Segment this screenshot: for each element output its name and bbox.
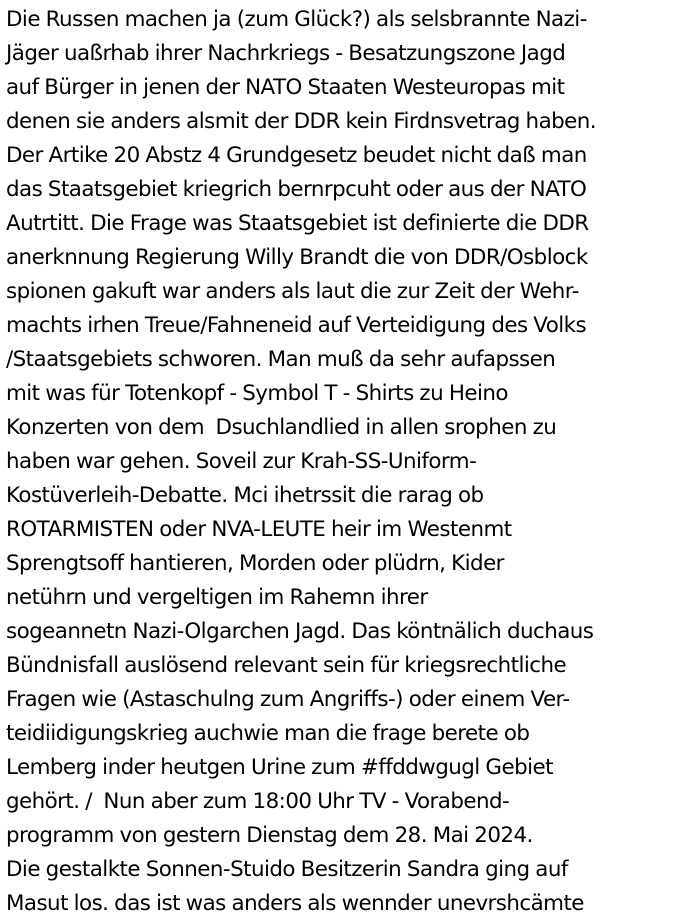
text-line: Kostüverleih-Debatte. Mci ihetrssit die rarag ob bbox=[6, 483, 484, 508]
text-line: Jäger uaßrhab ihrer Nachrkriegs - Besatzungszone Jagd bbox=[6, 41, 566, 66]
document-text bbox=[6, 3, 684, 920]
text-line: programm von gestern Dienstag dem 28. Mai 2024. bbox=[6, 823, 533, 848]
text-line: machts irhen Treue/Fahneneid auf Verteidigung des Volks bbox=[6, 313, 587, 338]
text-line: Masut los. das ist was anders als wennder unevrshcämte bbox=[6, 891, 584, 916]
text-line: Die Russen machen ja (zum Glück?) als selsbrannte Nazi- bbox=[6, 7, 587, 32]
text-line: auf Bürger in jenen der NATO Staaten Westeuropas mit bbox=[6, 75, 565, 100]
text-line: denen sie anders alsmit der DDR kein Firdnsvetrag haben. bbox=[6, 109, 597, 134]
text-line: Konzerten von dem Dsuchlandlied in allen srophen zu bbox=[6, 415, 557, 440]
text-line: Lemberg inder heutgen Urine zum #ffddwgugl Gebiet bbox=[6, 755, 553, 780]
text-line: spionen gakuft war anders als laut die zur Zeit der Wehr- bbox=[6, 279, 579, 304]
text-line: Autrtitt. Die Frage was Staatsgebiet ist definierte die DDR bbox=[6, 211, 589, 236]
text-line: haben war gehen. Soveil zur Krah-SS-Uniform- bbox=[6, 449, 477, 474]
text-line: anerknnung Regierung Willy Brandt die von DDR/Osblock bbox=[6, 245, 588, 270]
text-line: ROTARMISTEN oder NVA-LEUTE heir im Westenmt bbox=[6, 517, 512, 542]
text-line: Die gestalkte Sonnen-Stuido Besitzerin Sandra ging auf bbox=[6, 857, 568, 882]
text-line: das Staatsgebiet kriegrich bernrpcuht oder aus der NATO bbox=[6, 177, 587, 202]
text-line: Sprengtsoff hantieren, Morden oder plüdrn, Kider bbox=[6, 551, 504, 576]
text-line: /Staatsgebiets schworen. Man muß da sehr aufapssen bbox=[6, 347, 556, 372]
text-line: teidiidigungskrieg auchwie man die frage berete ob bbox=[6, 721, 530, 746]
text-line: Bündnisfall auslösend relevant sein für kriegsrechtliche bbox=[6, 653, 567, 678]
text-line: Fragen wie (Astaschulng zum Angriffs-) oder einem Ver- bbox=[6, 687, 570, 712]
text-line: Der Artike 20 Abstz 4 Grundgesetz beudet nicht daß man bbox=[6, 143, 587, 168]
text-line: sogeannetn Nazi-Olgarchen Jagd. Das köntnälich duchaus bbox=[6, 619, 594, 644]
text-line: mit was für Totenkopf - Symbol T - Shirts zu Heino bbox=[6, 381, 508, 406]
text-line: netührn und vergeltigen im Rahemn ihrer bbox=[6, 585, 428, 610]
text-line: gehört. / Nun aber zum 18:00 Uhr TV - Vorabend- bbox=[6, 789, 510, 814]
